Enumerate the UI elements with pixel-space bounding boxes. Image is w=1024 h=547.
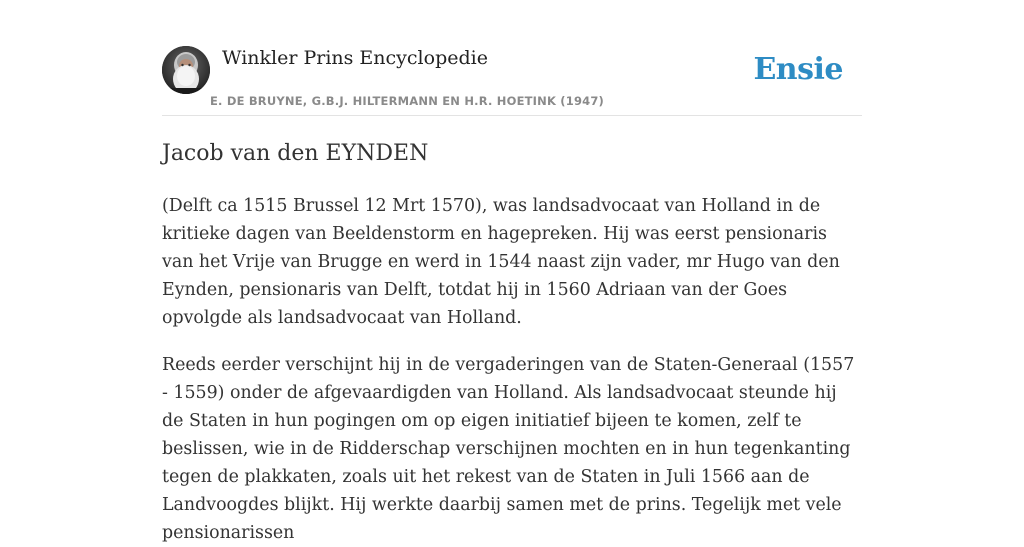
article xyxy=(162,138,862,547)
header-divider xyxy=(162,115,862,116)
ensie-logo[interactable]: Ensie xyxy=(753,52,843,87)
portrait-icon xyxy=(162,46,210,94)
authors-byline: E. DE BRUYNE, G.B.J. HILTERMANN EN H.R. HOETINK (1947) xyxy=(210,94,605,108)
author-portrait-image xyxy=(162,46,210,94)
site-title[interactable]: Winkler Prins Encyclopedie xyxy=(222,47,488,69)
site-header xyxy=(162,46,862,116)
article-title: Jacob van den EYNDEN xyxy=(162,141,429,166)
article-paragraph: Reeds eerder verschijnt hij in de vergaderingen van de Staten-Generaal (1557 - 1559) onder de afgevaardigden van Holland. Als landsadvocaat steunde hij de Staten in hun pogingen om op eigen initiatief bijeen te komen, zelf te beslissen, wie in de Ridderschap verschijnen mochten en in hun tegenkanting tegen de plakkaten, zoals uit het rekest van de Staten in Juli 1566 aan de Landvoogdes blijkt. Hij werkte daarbij samen met de prins. Tegelijk met vele pensionarissen xyxy=(162,355,855,543)
article-paragraph: (Delft ca 1515 Brussel 12 Mrt 1570), was landsadvocaat van Holland in de kritieke dagen van Beeldenstorm en hagepreken. Hij was eerst pensionaris van het Vrije van Brugge en werd in 1544 naast zijn vader, mr Hugo van den Eynden, pensionaris van Delft, totdat hij in 1560 Adriaan van der Goes opvolgde als landsadvocaat van Holland. xyxy=(162,196,840,328)
